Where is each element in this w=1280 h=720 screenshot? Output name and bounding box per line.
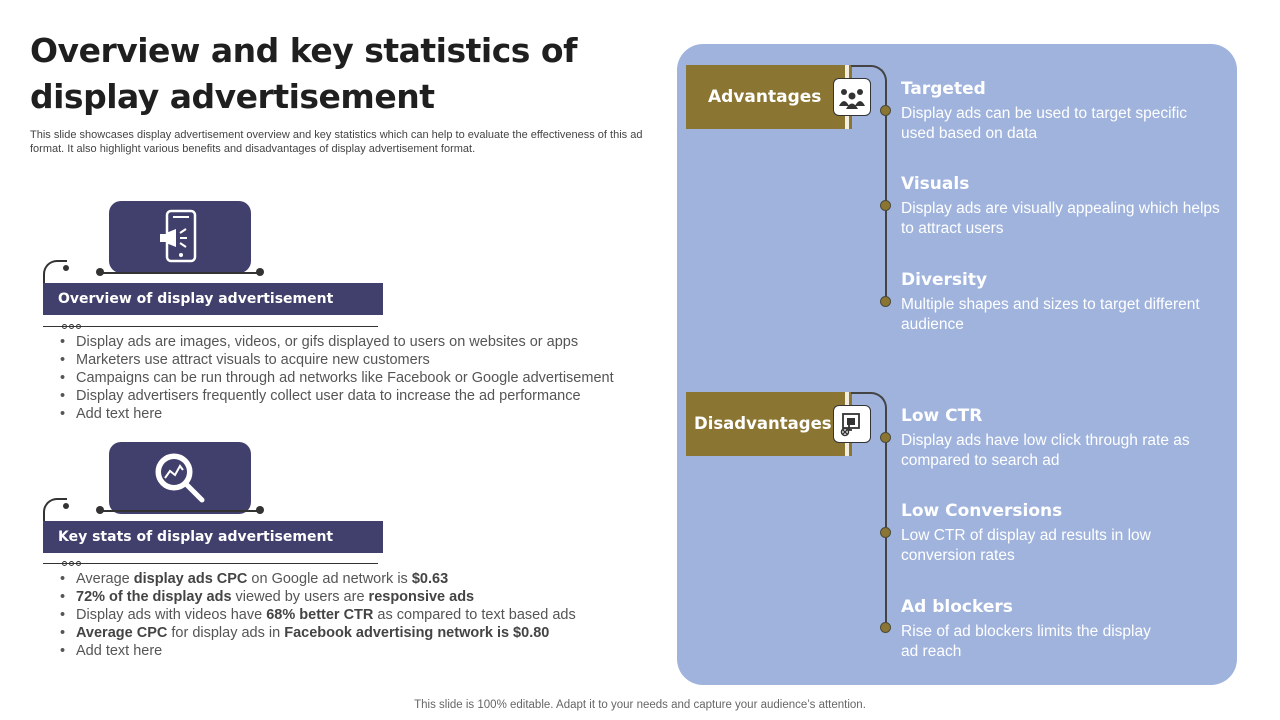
decor-circles [62, 561, 81, 566]
connector-line [100, 272, 260, 274]
timeline-dot [880, 432, 891, 443]
advantages-timeline [885, 92, 887, 302]
magnifier-chart-icon [150, 448, 210, 508]
connector-dot [256, 268, 264, 276]
bold-text: $0.63 [411, 571, 449, 587]
advantages-tag: Advantages [686, 65, 846, 129]
connector-line [100, 510, 260, 512]
bold-text: Average CPC [76, 625, 168, 641]
stats-heading: Key stats of display advertisement [43, 521, 383, 553]
list-item: • Add text here [60, 405, 660, 423]
list-item [60, 606, 660, 624]
disadvantage-desc: Rise of ad blockers limits the display ad reach [901, 623, 1151, 660]
advantage-desc: Display ads can be used to target specific used based on data [901, 105, 1188, 142]
disadvantage-title: Low CTR [901, 406, 983, 426]
bold-text: Facebook advertising network is $0.80 [284, 625, 550, 641]
timeline-arc [851, 392, 887, 420]
connector-dot [96, 506, 104, 514]
list-item: • Campaigns can be run through ad networks like Facebook or Google advertisement [60, 369, 660, 387]
text-segment: Add text here [76, 643, 163, 659]
connector-dot [256, 506, 264, 514]
text-segment: Display ads with videos have [76, 607, 267, 623]
timeline-dot [880, 200, 891, 211]
timeline-dot [880, 296, 891, 307]
bold-text: responsive ads [368, 589, 475, 605]
advantage-title: Diversity [901, 270, 988, 290]
divider [43, 326, 378, 327]
disadvantage-title: Ad blockers [901, 597, 1013, 617]
list-item [60, 588, 660, 606]
hook-dot [63, 503, 69, 509]
overview-bullet-list [60, 333, 660, 423]
stats-icon-box [109, 442, 251, 514]
hook-dot [63, 265, 69, 271]
text-segment: viewed by users are [231, 589, 369, 605]
list-item [60, 642, 660, 660]
footer-note: This slide is 100% editable. Adapt it to your needs and capture your audience’s attention. [414, 699, 866, 711]
timeline-dot [880, 527, 891, 538]
disadvantage-desc: Low CTR of display ad results in low conversion rates [901, 527, 1151, 564]
list-item [60, 570, 660, 588]
connector-dot [96, 268, 104, 276]
advantage-title: Visuals [901, 174, 970, 194]
text-segment: for display ads in [167, 625, 285, 641]
stats-bullet-list [60, 570, 660, 660]
bold-text: 68% better CTR [266, 607, 374, 623]
text-segment: as compared to text based ads [373, 607, 576, 623]
timeline-arc [851, 65, 887, 93]
list-item: • Display advertisers frequently collect user data to increase the ad performance [60, 387, 660, 405]
overview-heading: Overview of display advertisement [43, 283, 383, 315]
disadvantages-tag: Disadvantages [686, 392, 846, 456]
disadvantage-desc: Display ads have low click through rate as compared to search ad [901, 432, 1190, 469]
timeline-dot [880, 622, 891, 633]
list-item: • Marketers use attract visuals to acquire new customers [60, 351, 660, 369]
text-segment: Average [76, 571, 134, 587]
mobile-megaphone-icon [158, 209, 202, 265]
disadvantage-title: Low Conversions [901, 501, 1063, 521]
disadvantages-timeline [885, 419, 887, 629]
decor-circles [62, 324, 81, 329]
bold-text: 72% of the display ads [76, 589, 232, 605]
page-title: Overview and key statistics of display advertisement [30, 31, 577, 116]
list-item [60, 624, 660, 642]
timeline-dot [880, 105, 891, 116]
bold-text: display ads CPC [133, 571, 248, 587]
list-item: • Display ads are images, videos, or gifs displayed to users on websites or apps [60, 333, 660, 351]
advantage-title: Targeted [901, 79, 986, 99]
advantage-desc: Display ads are visually appealing which helps to attract users [901, 200, 1220, 237]
overview-icon-box [109, 201, 251, 273]
advantage-desc: Multiple shapes and sizes to target different audience [901, 296, 1200, 333]
text-segment: on Google ad network is [247, 571, 412, 587]
page-subtitle: This slide showcases display advertisement overview and key statistics which can help to evaluate the effectiveness of this ad format. It also highlight various benefits and disadvantages of display advertisement format. [30, 129, 643, 155]
divider [43, 563, 378, 564]
